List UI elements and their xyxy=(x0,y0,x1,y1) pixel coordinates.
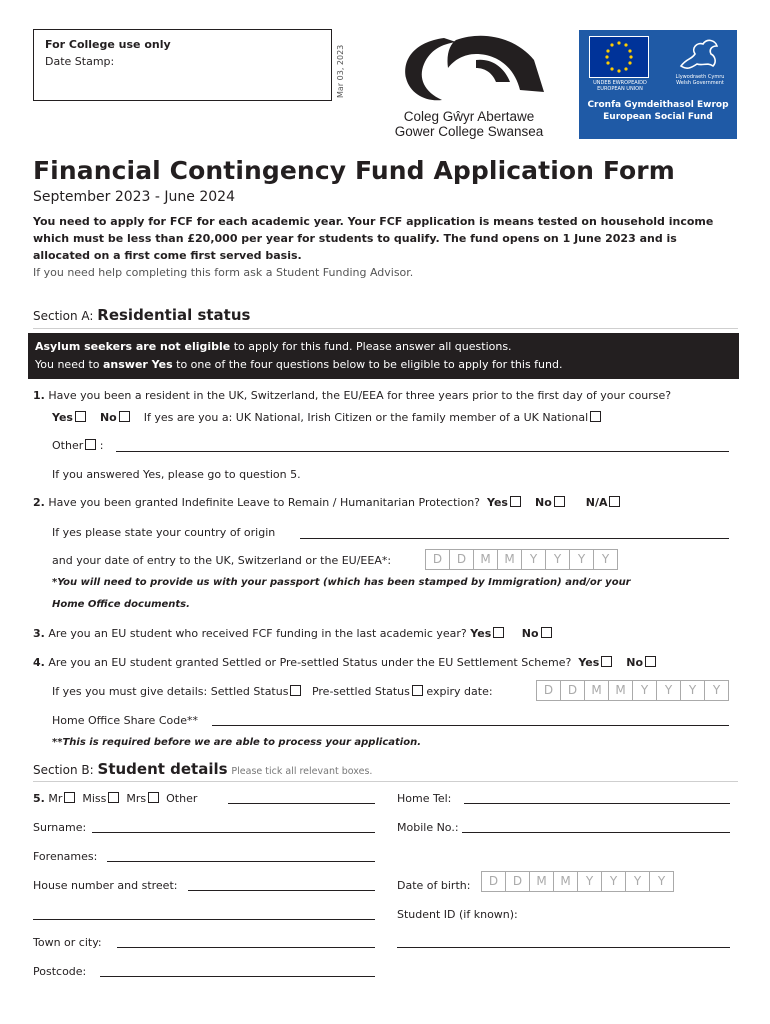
help-text: If you need help completing this form ask a Student Funding Advisor. xyxy=(33,266,414,279)
q4-yes-checkbox[interactable] xyxy=(601,656,612,667)
q1-no-label: No xyxy=(99,411,117,424)
date-cell[interactable]: D xyxy=(505,871,530,892)
q2-no-checkbox[interactable] xyxy=(554,496,565,507)
q4-share-field[interactable] xyxy=(212,725,729,726)
q4-yes-label: Yes xyxy=(578,656,600,669)
college-use-box xyxy=(33,29,332,101)
date-cell[interactable]: Y xyxy=(704,680,729,701)
q1-text: Have you been a resident in the UK, Switzerland, the EU/EEA for three years prior to the first day of your course? xyxy=(48,389,672,402)
q4-number: 4. xyxy=(33,656,45,669)
date-cell[interactable]: Y xyxy=(625,871,650,892)
date-cell[interactable]: M xyxy=(473,549,498,570)
intro-text: You need to apply for FCF for each academic year. Your FCF application is means tested on household income which must be less than £20,000 per year for students to qualify. The fund opens on 1 June 2023 and is allocated on a first come first served basis. xyxy=(33,215,714,262)
date-cell[interactable]: M xyxy=(584,680,609,701)
date-cell[interactable]: M xyxy=(553,871,578,892)
date-cell[interactable]: M xyxy=(529,871,554,892)
question-2 xyxy=(33,496,620,509)
section-a-prefix: Section A: xyxy=(33,309,94,323)
date-cell[interactable]: Y xyxy=(521,549,546,570)
q4-settled-checkbox[interactable] xyxy=(290,685,301,696)
q4-no-label: No xyxy=(626,656,644,669)
q3-number: 3. xyxy=(33,627,45,640)
q1-yes-checkbox[interactable] xyxy=(75,411,86,422)
question-1 xyxy=(33,389,671,402)
date-stamp-label: Date Stamp: xyxy=(45,55,115,68)
q1-note: If you answered Yes, please go to question 5. xyxy=(52,468,301,481)
mr-label: Mr xyxy=(48,792,63,805)
q1-yes-label: Yes xyxy=(52,411,73,424)
q4-note: **This is required before we are able to process your application. xyxy=(52,737,421,748)
q1-other-checkbox[interactable] xyxy=(85,439,96,450)
postcode-field[interactable] xyxy=(100,976,375,977)
eligibility-banner xyxy=(28,333,739,379)
q1-answers xyxy=(52,411,601,424)
college-name-english: Gower College Swansea xyxy=(394,124,544,139)
q3-no-label: No xyxy=(521,627,539,640)
q4-details-label: If yes you must give details: Settled Status xyxy=(52,685,289,698)
q2-yes-checkbox[interactable] xyxy=(510,496,521,507)
q1-ifyes-text: If yes are you a: UK National, Irish Citizen or the family member of a UK National xyxy=(143,411,589,424)
banner-text-2b: to one of the four questions below to be eligible to apply for this fund. xyxy=(172,358,563,371)
mobile-field[interactable] xyxy=(462,832,730,833)
date-cell[interactable]: Y xyxy=(593,549,618,570)
q1-other-colon: : xyxy=(99,439,104,452)
divider xyxy=(33,328,738,329)
esf-logo xyxy=(579,30,737,139)
page-subtitle: September 2023 - June 2024 xyxy=(33,189,235,205)
q2-na-checkbox[interactable] xyxy=(609,496,620,507)
town-label: Town or city: xyxy=(33,936,102,949)
forenames-field[interactable] xyxy=(107,861,375,862)
section-b-prefix: Section B: xyxy=(33,763,94,777)
q1-other-field[interactable] xyxy=(116,451,729,452)
date-cell[interactable]: M xyxy=(608,680,633,701)
q3-yes-label: Yes xyxy=(470,627,492,640)
college-logo-mark-icon xyxy=(384,30,554,108)
student-id-label: Student ID (if known): xyxy=(397,908,518,921)
date-cell[interactable]: D xyxy=(536,680,561,701)
dob-date[interactable] xyxy=(481,871,673,892)
eu-label-english: EUROPEAN UNION xyxy=(597,86,643,92)
q3-yes-checkbox[interactable] xyxy=(493,627,504,638)
banner-bold-1: Asylum seekers are not eligible xyxy=(35,340,231,353)
q3-no-checkbox[interactable] xyxy=(541,627,552,638)
question-3 xyxy=(33,627,552,640)
other-title-field[interactable] xyxy=(228,803,375,804)
q2-number: 2. xyxy=(33,496,45,509)
date-cell[interactable]: D xyxy=(449,549,474,570)
eu-label-welsh: UNDEB EWROPEAIDD xyxy=(593,80,647,86)
section-b-hint: Please tick all relevant boxes. xyxy=(231,766,373,777)
title-row xyxy=(33,792,197,805)
wg-label-english: Welsh Government xyxy=(676,80,724,86)
date-cell[interactable]: D xyxy=(481,871,506,892)
date-cell[interactable]: D xyxy=(560,680,585,701)
date-cell[interactable]: Y xyxy=(569,549,594,570)
q4-expiry-label: expiry date: xyxy=(426,685,493,698)
section-a-name: Residential status xyxy=(97,306,251,324)
date-cell[interactable]: D xyxy=(425,549,450,570)
q2-text: Have you been granted Indefinite Leave to Remain / Humanitarian Protection? xyxy=(48,496,481,509)
vertical-date: Mar 03, 2023 xyxy=(336,44,345,98)
miss-checkbox[interactable] xyxy=(108,792,119,803)
q2-note-2: Home Office documents. xyxy=(52,599,190,610)
street-field-2[interactable] xyxy=(33,919,375,920)
q4-details-row xyxy=(52,685,493,698)
q1-uk-national-checkbox[interactable] xyxy=(590,411,601,422)
q5-number: 5. xyxy=(33,792,45,805)
forenames-label: Forenames: xyxy=(33,850,98,863)
miss-label: Miss xyxy=(82,792,107,805)
date-cell[interactable]: Y xyxy=(632,680,657,701)
banner-text-2a: You need to xyxy=(35,358,103,371)
q1-no-checkbox[interactable] xyxy=(119,411,130,422)
q2-country-label: If yes please state your country of origin xyxy=(52,526,276,539)
town-field[interactable] xyxy=(117,947,375,948)
other-title-label: Other xyxy=(166,792,198,805)
q1-number: 1. xyxy=(33,389,45,402)
college-name-welsh: Coleg Gŵyr Abertawe xyxy=(403,109,535,124)
college-logo xyxy=(384,30,554,142)
wg-label-welsh: Llywodraeth Cymru xyxy=(675,74,725,80)
date-cell[interactable]: M xyxy=(497,549,522,570)
q1-other-label: Other xyxy=(52,439,84,452)
banner-bold-2: answer Yes xyxy=(102,358,173,371)
q4-expiry-date[interactable] xyxy=(536,680,728,701)
home-tel-field[interactable] xyxy=(464,803,730,804)
esf-name-welsh: Cronfa Gymdeithasol Ewrop xyxy=(587,100,729,110)
student-id-field[interactable] xyxy=(397,947,730,948)
q4-presettled-checkbox[interactable] xyxy=(412,685,423,696)
banner-text-1: to apply for this fund. Please answer all questions. xyxy=(230,340,512,353)
section-b-heading xyxy=(33,760,372,778)
postcode-label: Postcode: xyxy=(33,965,87,978)
surname-label: Surname: xyxy=(33,821,87,834)
q4-text: Are you an EU student granted Settled or Pre-settled Status under the EU Settlement Scheme? xyxy=(48,656,572,669)
mr-checkbox[interactable] xyxy=(64,792,75,803)
date-cell[interactable]: Y xyxy=(545,549,570,570)
mobile-label: Mobile No.: xyxy=(397,821,459,834)
date-cell[interactable]: Y xyxy=(649,871,674,892)
street-field[interactable] xyxy=(188,890,375,891)
q2-country-field[interactable] xyxy=(300,538,729,539)
date-cell[interactable]: Y xyxy=(680,680,705,701)
home-tel-label: Home Tel: xyxy=(397,792,452,805)
surname-field[interactable] xyxy=(92,832,375,833)
section-a-heading xyxy=(33,306,250,324)
section-b-name: Student details xyxy=(97,760,228,778)
q4-presettled-label: Pre-settled Status xyxy=(311,685,410,698)
date-cell[interactable]: Y xyxy=(601,871,626,892)
street-label: House number and street: xyxy=(33,879,178,892)
college-use-title: For College use only xyxy=(45,38,171,51)
divider xyxy=(33,781,738,782)
dob-label: Date of birth: xyxy=(397,879,471,892)
q2-note-1: *You will need to provide us with your passport (which has been stamped by Immigration) and/or your xyxy=(52,577,631,588)
q4-no-checkbox[interactable] xyxy=(645,656,656,667)
q2-yes-label: Yes xyxy=(487,496,508,509)
mrs-checkbox[interactable] xyxy=(148,792,159,803)
date-cell[interactable]: Y xyxy=(577,871,602,892)
q2-entry-label: and your date of entry to the UK, Switzerland or the EU/EEA*: xyxy=(52,554,392,567)
q3-text: Are you an EU student who received FCF funding in the last academic year? xyxy=(48,627,467,640)
q2-na-label: N/A xyxy=(585,496,608,509)
q2-entry-date[interactable] xyxy=(425,549,617,570)
welsh-dragon-icon xyxy=(677,36,721,74)
q2-no-label: No xyxy=(534,496,552,509)
page-title: Financial Contingency Fund Application Form xyxy=(33,156,675,185)
eu-flag-icon xyxy=(589,36,649,78)
esf-name-english: European Social Fund xyxy=(603,112,713,122)
q4-share-label: Home Office Share Code** xyxy=(52,714,198,727)
date-cell[interactable]: Y xyxy=(656,680,681,701)
mrs-label: Mrs xyxy=(126,792,147,805)
q1-other-row xyxy=(52,439,103,452)
question-4 xyxy=(33,656,656,669)
